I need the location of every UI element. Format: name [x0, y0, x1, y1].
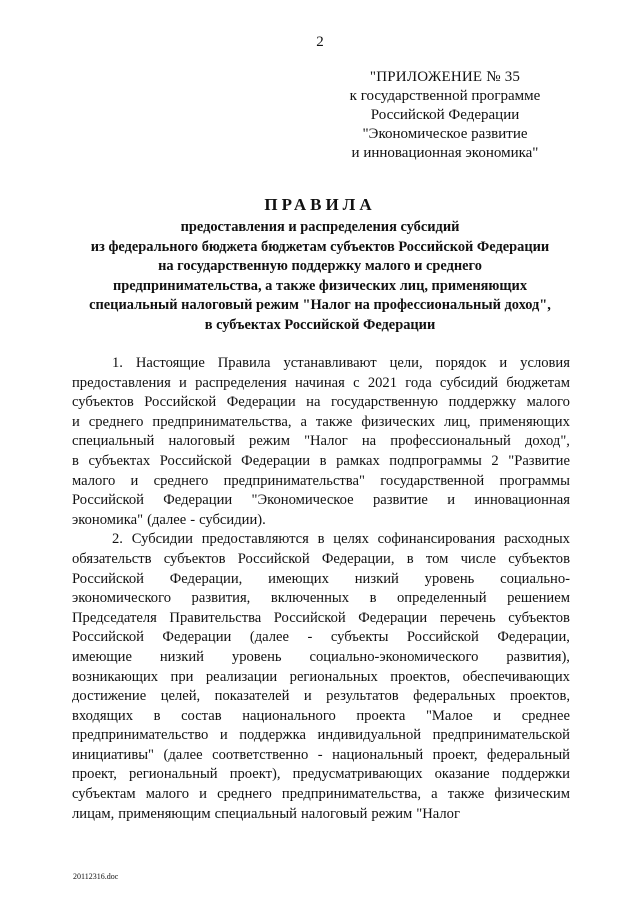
text-line: Российской Федерации "Экономическое развитие и инновационная — [72, 492, 570, 509]
text-line: лицам, применяющим специальный налоговый режим "Налог — [72, 805, 460, 822]
subtitle-line: предпринимательства, а также физических лиц, применяющих — [112, 277, 528, 294]
text-line: и среднего предпринимательства, а также физических лиц, применяющих — [72, 413, 570, 430]
text-line: Председателя Правительства Российской Федерации перечень субъектов — [72, 609, 570, 626]
text-line: субъектам малого и среднего предпринимательства, а также физическим — [72, 786, 570, 803]
paragraph-1 — [72, 354, 570, 530]
text-line: 2. Субсидии предоставляются в целях софинансирования расходных — [112, 531, 570, 548]
text-line: обязательств субъектов Российской Федерации, в том числе субъектов — [72, 550, 570, 567]
text-line: Российской Федерации, имеющих низкий уровень социально- — [72, 570, 570, 587]
text-line: субъектов Российской Федерации на государственную поддержку малого — [72, 394, 570, 411]
text-line: малого и среднего предпринимательства" государственной программы — [72, 472, 570, 489]
text-line: Российской Федерации (далее - субъекты Российской Федерации, — [72, 629, 570, 646]
document-subtitle — [60, 218, 580, 335]
paragraph-2 — [72, 530, 570, 824]
appendix-line: "ПРИЛОЖЕНИЕ № 35 — [369, 69, 521, 85]
subtitle-line: в субъектах Российской Федерации — [204, 316, 436, 333]
text-line: инициативы" (далее соответственно - национальный проект, федеральный — [72, 746, 570, 763]
appendix-line: и инновационная экономика" — [351, 145, 539, 161]
text-line: специальный налоговый режим "Налог на профессиональный доход", — [72, 433, 570, 450]
text-line: проект, региональный проект), предусматривающих оказание поддержки — [72, 766, 570, 783]
text-line: экономического развития, включенных в определенный решением — [72, 590, 570, 607]
text-line: в субъектах Российской Федерации в рамках подпрограммы 2 "Развитие — [72, 452, 570, 469]
text-line: возникающих при реализации региональных проектов, обеспечивающих — [72, 668, 570, 685]
document-title: ПРАВИЛА — [264, 195, 376, 214]
text-line: экономика" (далее - субсидии). — [72, 511, 266, 528]
appendix-line: "Экономическое развитие — [362, 126, 528, 142]
text-line: входящих в состав национального проекта "Малое и среднее — [72, 707, 570, 724]
appendix-line: к государственной программе — [349, 88, 541, 104]
page-number: 2 — [316, 34, 324, 50]
text-line: 1. Настоящие Правила устанавливают цели, порядок и условия — [112, 355, 570, 371]
document-body — [72, 354, 570, 824]
subtitle-line: на государственную поддержку малого и среднего — [158, 258, 482, 274]
text-line: достижение целей, показателей и результатов федеральных проектов, — [72, 688, 570, 705]
text-line: предоставления и распределения начиная с 2021 года субсидий бюджетам — [72, 374, 570, 391]
text-line: имеющие низкий уровень социально-экономического развития), — [72, 648, 570, 665]
file-name-footer: 20112316.doc — [73, 872, 119, 881]
subtitle-line: из федерального бюджета бюджетам субъектов Российской Федерации — [90, 238, 550, 255]
text-line: предпринимательство и поддержка индивидуальной предпринимательской — [72, 727, 570, 744]
appendix-header — [325, 68, 565, 163]
appendix-line: Российской Федерации — [370, 107, 520, 123]
subtitle-line: специальный налоговый режим "Налог на профессиональный доход", — [89, 297, 551, 313]
subtitle-line: предоставления и распределения субсидий — [180, 219, 460, 235]
